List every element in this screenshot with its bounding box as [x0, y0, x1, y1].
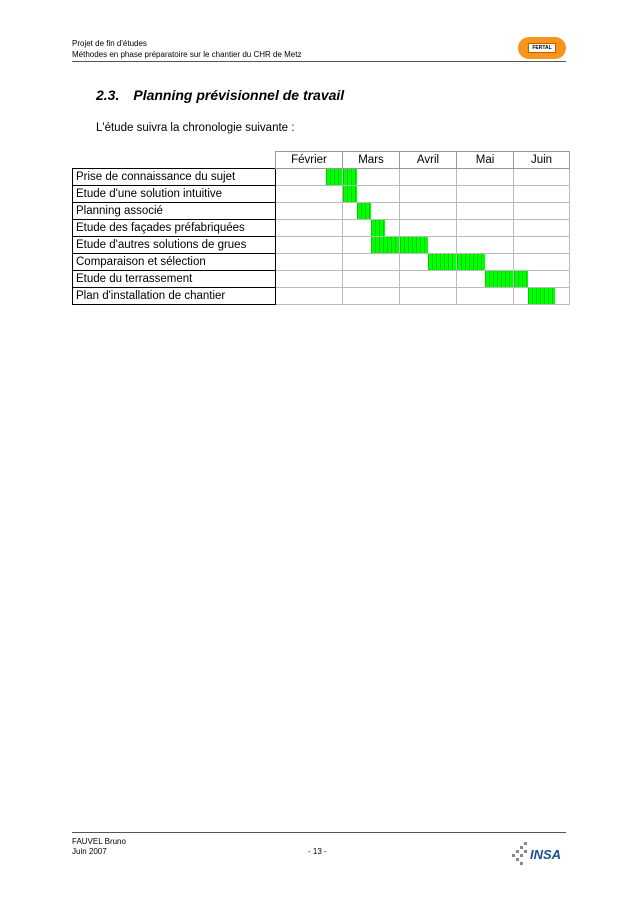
task-bar	[400, 237, 428, 253]
month-cell	[276, 220, 343, 237]
section-heading	[96, 87, 344, 103]
insa-logo-text: INSA	[530, 847, 562, 862]
gantt-row	[73, 288, 570, 305]
month-cell	[514, 203, 570, 220]
month-cell	[457, 237, 514, 254]
task-bar	[343, 169, 357, 185]
month-cell	[514, 288, 570, 305]
month-cell	[276, 186, 343, 203]
task-label: Etude d'une solution intuitive	[73, 186, 276, 203]
task-label: Comparaison et sélection	[73, 254, 276, 271]
task-label: Etude des façades préfabriquées	[73, 220, 276, 237]
month-cell	[276, 237, 343, 254]
month-cell	[514, 237, 570, 254]
month-cell	[400, 271, 457, 288]
month-cell	[457, 203, 514, 220]
month-cell	[343, 237, 400, 254]
gantt-table	[72, 151, 570, 305]
task-bar	[357, 203, 371, 219]
gantt-row	[73, 169, 570, 186]
footer-date: Juin 2007	[72, 847, 107, 856]
footer-author-block	[72, 837, 126, 857]
month-cell	[400, 220, 457, 237]
task-bar	[514, 271, 528, 287]
gantt-row	[73, 203, 570, 220]
page-header	[72, 38, 566, 62]
section-title: Planning prévisionnel de travail	[133, 87, 345, 103]
month-cell	[276, 271, 343, 288]
month-cell	[343, 169, 400, 186]
month-cell	[400, 288, 457, 305]
month-header: Mai	[457, 152, 514, 169]
insa-logo	[510, 838, 565, 868]
footer-divider	[72, 832, 566, 833]
gantt-row	[73, 186, 570, 203]
month-cell	[457, 254, 514, 271]
month-header: Avril	[400, 152, 457, 169]
month-cell	[276, 254, 343, 271]
month-cell	[400, 237, 457, 254]
month-cell	[343, 271, 400, 288]
month-header: Juin	[514, 152, 570, 169]
intro-text: L'étude suivra la chronologie suivante :	[96, 122, 295, 134]
header-divider	[72, 61, 566, 62]
month-cell	[400, 203, 457, 220]
gantt-row	[73, 237, 570, 254]
task-bar	[457, 254, 485, 270]
month-cell	[276, 169, 343, 186]
month-cell	[276, 203, 343, 220]
gantt-row	[73, 220, 570, 237]
task-bar	[371, 237, 399, 253]
section-number: 2.3.	[96, 87, 120, 103]
fertal-logo	[518, 37, 566, 59]
task-bar	[428, 254, 456, 270]
task-label: Etude du terrassement	[73, 271, 276, 288]
month-cell	[400, 186, 457, 203]
gantt-row	[73, 254, 570, 271]
task-bar	[343, 186, 357, 202]
month-cell	[457, 271, 514, 288]
month-cell	[514, 220, 570, 237]
task-bar	[528, 288, 556, 304]
month-cell	[343, 203, 400, 220]
task-label: Etude d'autres solutions de grues	[73, 237, 276, 254]
month-header: Février	[276, 152, 343, 169]
gantt-header-row	[73, 152, 570, 169]
month-cell	[400, 254, 457, 271]
gantt-corner	[73, 152, 276, 169]
task-bar	[326, 169, 343, 185]
footer-author: FAUVEL Bruno	[72, 837, 126, 846]
task-label: Plan d'installation de chantier	[73, 288, 276, 305]
month-cell	[514, 169, 570, 186]
month-header: Mars	[343, 152, 400, 169]
month-cell	[343, 254, 400, 271]
month-cell	[514, 254, 570, 271]
month-cell	[514, 186, 570, 203]
gantt-row	[73, 271, 570, 288]
month-cell	[276, 288, 343, 305]
month-cell	[400, 169, 457, 186]
task-label: Prise de connaissance du sujet	[73, 169, 276, 186]
header-subtitle: Méthodes en phase préparatoire sur le chantier du CHR de Metz	[72, 50, 302, 59]
fertal-logo-text: FERTAL	[528, 43, 555, 53]
month-cell	[343, 220, 400, 237]
month-cell	[343, 288, 400, 305]
task-bar	[485, 271, 513, 287]
task-bar	[371, 220, 385, 236]
month-cell	[457, 288, 514, 305]
task-label: Planning associé	[73, 203, 276, 220]
page-number: - 13 -	[308, 847, 327, 856]
month-cell	[457, 169, 514, 186]
month-cell	[457, 186, 514, 203]
month-cell	[457, 220, 514, 237]
month-cell	[514, 271, 570, 288]
header-project-title: Projet de fin d'études	[72, 39, 147, 48]
month-cell	[343, 186, 400, 203]
